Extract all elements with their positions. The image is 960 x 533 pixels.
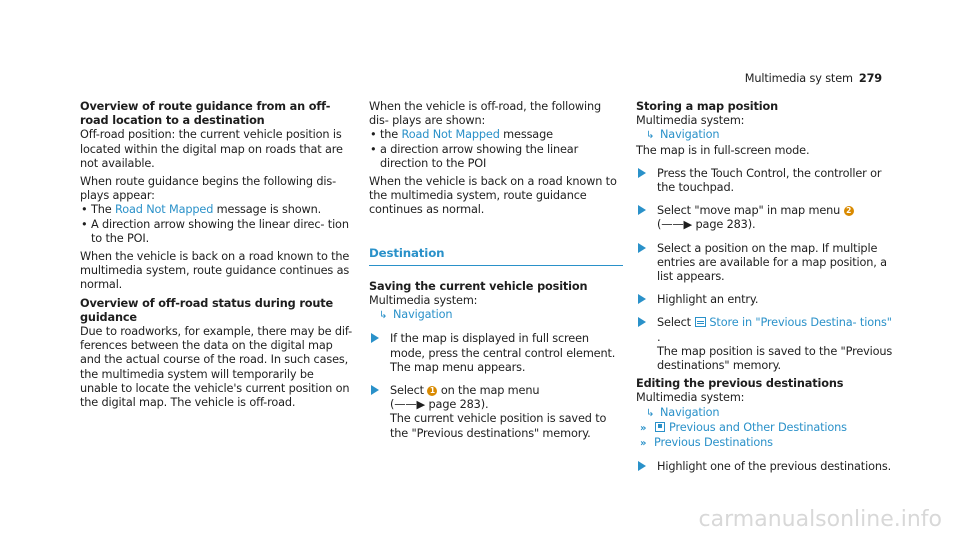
step-text: If the map is displayed in full screen mode, press the central control element. The map menu appears.: [390, 332, 616, 374]
step-arrow-icon: [371, 385, 379, 395]
paragraph: When the vehicle is off-road, the following dis- plays are shown:: [369, 100, 601, 128]
step-text: Select a position on the map. If multiple entries are available for a map position, a list appears.: [657, 241, 887, 284]
step-text: The current vehicle position is saved to the "Previous destinations" memory.: [390, 412, 607, 440]
road-not-mapped-link[interactable]: Road Not Mapped: [401, 128, 500, 142]
menu-path: [369, 308, 623, 323]
double-chevron-icon: »: [640, 438, 647, 450]
menu-path: [636, 406, 898, 421]
step-text: Select "move map" in map menu: [657, 204, 844, 218]
step: [369, 384, 623, 441]
bullet-text: The: [91, 203, 116, 217]
navigation-link[interactable]: Navigation: [660, 405, 720, 419]
step-arrow-icon: [638, 168, 646, 178]
system-label: Multimedia system:: [636, 114, 745, 128]
bullet-text: message: [499, 128, 553, 142]
bullet-item: • A direction arrow showing the linear direc- tion to the POI.: [80, 218, 352, 246]
double-chevron-icon: »: [640, 422, 647, 434]
section-title: Destination: [369, 246, 623, 266]
step-arrow-icon: [638, 294, 646, 304]
step-arrow-icon: [371, 333, 379, 343]
step-text: Highlight one of the previous destinations.: [657, 460, 892, 474]
step-arrow-icon: [638, 205, 646, 215]
paragraph: Off-road position: the current vehicle position is located within the digital map on roads that are not available.: [80, 128, 343, 170]
step-text: .: [657, 330, 661, 344]
previous-other-destinations-link[interactable]: Previous and Other Destinations: [669, 420, 847, 434]
navigation-link[interactable]: Navigation: [393, 308, 453, 322]
bullet-item: [369, 128, 623, 142]
step-text: on the map menu: [437, 384, 540, 398]
paragraph: When the vehicle is back on a road known to the multimedia system, route guidance continues as normal.: [369, 175, 617, 217]
paragraph: Due to roadworks, for example, there may be dif- ferences between the data on the digital map and the actual course of the road. In such cases, the multimedia system will temporarily be unable to locate the vehicle's current position on the digital map. The vehicle is off-road.: [80, 325, 353, 410]
step: [636, 167, 898, 195]
step: [636, 293, 898, 307]
heading-offroad-status: Overview of off-road status during route guidance: [80, 296, 334, 324]
flag-icon: [655, 422, 665, 432]
bullet-item: • a direction arrow showing the linear direction to the POI: [369, 143, 623, 171]
menu-path: [636, 128, 898, 143]
heading-store-map-position: Storing a map position: [636, 100, 778, 113]
menu-arrow-icon: ↳: [646, 407, 655, 419]
menu-arrow-icon: ↳: [646, 130, 655, 142]
step-text: Press the Touch Control, the controller or the touchpad.: [657, 166, 882, 195]
store-list-icon: [695, 317, 706, 327]
step: [369, 332, 623, 375]
column-1: [80, 100, 352, 410]
previous-destinations-link[interactable]: Previous Destinations: [654, 436, 773, 450]
system-label: Multimedia system:: [636, 391, 745, 405]
store-previous-destinations-link[interactable]: Store in "Previous Destina- tions": [709, 316, 892, 330]
menu-arrow-icon: ↳: [379, 310, 388, 322]
header-title: Multimedia sy stem: [744, 72, 853, 85]
paragraph: The map is in full-screen mode.: [636, 143, 810, 157]
column-3: [636, 100, 898, 474]
heading-offroad-overview: Overview of route guidance from an off-road location to a destination: [80, 100, 331, 128]
heading-edit-previous-destinations: Editing the previous destinations: [636, 377, 844, 391]
callout-badge-2: 2: [844, 206, 854, 216]
step: [636, 242, 898, 285]
step: [636, 204, 898, 232]
nav-step: [636, 436, 898, 451]
road-not-mapped-link[interactable]: Road Not Mapped: [115, 203, 214, 217]
column-2: [369, 100, 623, 441]
paragraph: When route guidance begins the following dis- plays appear:: [80, 175, 337, 203]
step: [636, 460, 898, 474]
paragraph: When the vehicle is back on a road known to the multimedia system, route guidance continues as normal.: [80, 250, 350, 292]
watermark: carmanualsonline.info: [698, 506, 942, 532]
nav-step: [636, 421, 898, 436]
step-text: The map position is saved to the "Previous destinations" memory.: [657, 344, 893, 373]
step-text: Highlight an entry.: [657, 293, 759, 307]
bullet-item: [80, 203, 352, 217]
step-arrow-icon: [638, 461, 646, 471]
bullet-text: message is shown.: [213, 203, 322, 217]
page-reference: (——▶ page 283).: [657, 218, 756, 232]
bullet-text: the: [380, 128, 402, 142]
step-text: Select: [390, 384, 428, 398]
page-number: 279: [858, 72, 882, 85]
heading-save-position: Saving the current vehicle position: [369, 279, 588, 293]
callout-badge-1: 1: [427, 386, 437, 396]
page-reference: (——▶ page 283).: [390, 398, 489, 412]
step: [636, 316, 898, 373]
navigation-link[interactable]: Navigation: [660, 128, 720, 142]
system-label: Multimedia system:: [369, 294, 478, 308]
step-arrow-icon: [638, 243, 646, 253]
step-arrow-icon: [638, 317, 646, 327]
page-header: [745, 72, 882, 86]
step-text: Select: [657, 316, 695, 330]
